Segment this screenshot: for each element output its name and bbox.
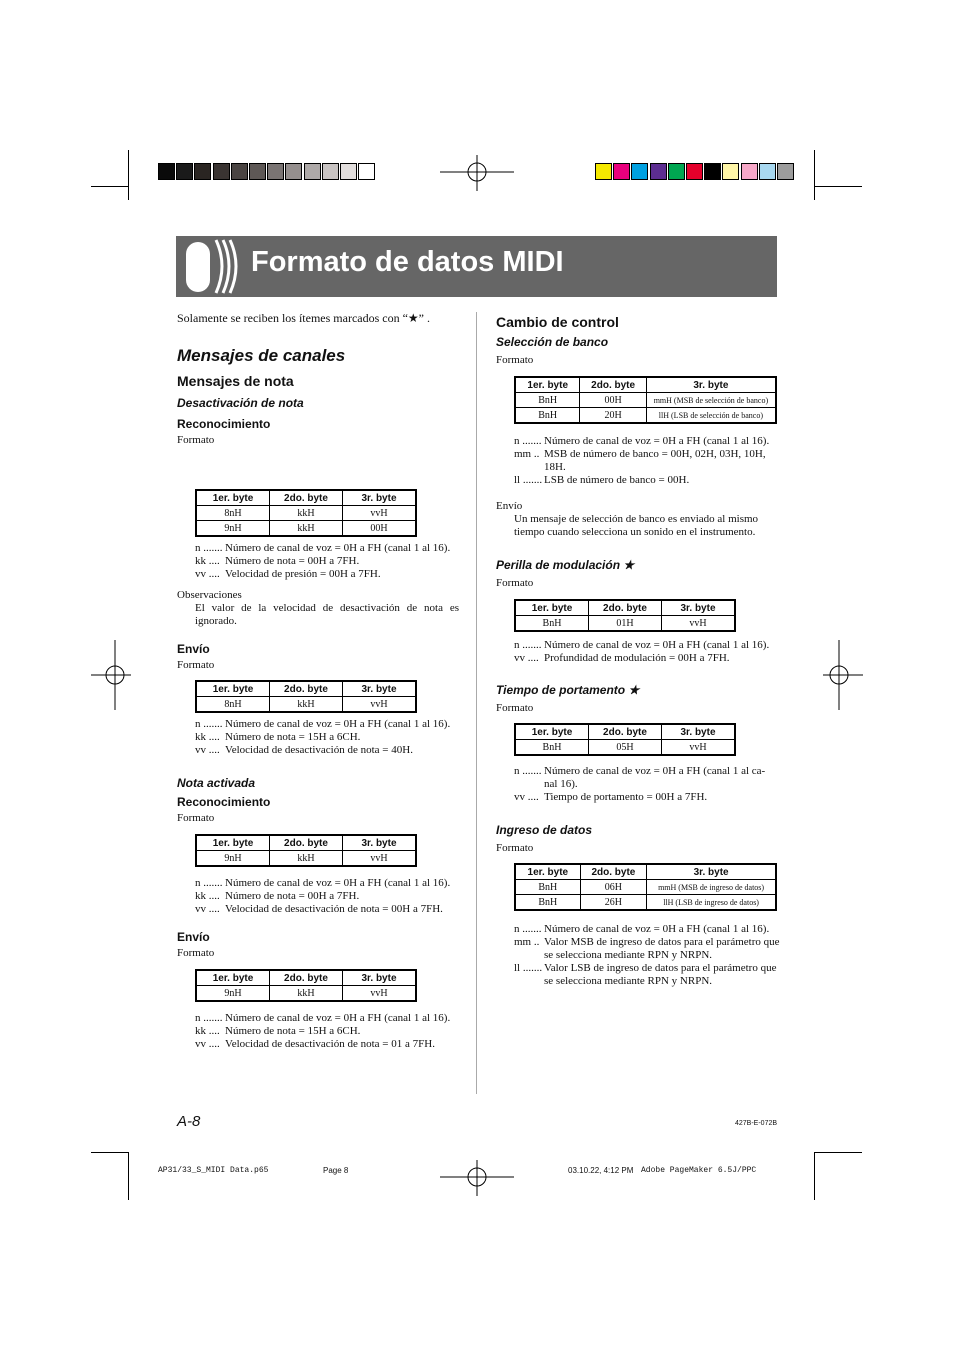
footer-app: Adobe PageMaker 6.5J/PPC [641,1166,757,1175]
color-swatch [340,163,357,180]
label-formato-3: Formato [177,812,215,824]
table-cell: vvH [343,697,417,713]
heading-nota-activada: Nota activada [177,776,256,790]
observaciones-text: El valor de la velocidad de desactivación de nota es ignorado. [195,602,459,627]
color-swatch [631,163,648,180]
definition-key: vv .... [195,568,220,580]
table-header-cell: 3r. byte [646,377,776,393]
table-cell: vvH [662,740,736,756]
label-reconocimiento-2: Reconocimiento [177,795,271,809]
table-nota-on-recon [195,834,417,867]
definition-value: Número de canal de voz = 0H a FH (canal 1 al 16). [544,923,770,935]
definition-key: mm .. [514,936,540,948]
color-swatch [194,163,211,180]
color-swatch [249,163,266,180]
table-cell: 9nH [196,521,270,537]
table-cell: BnH [515,740,589,756]
table-nota-off-recon [195,489,417,537]
table-cell: BnH [515,616,589,632]
table-header-cell: 1er. byte [196,835,270,851]
definition-item [195,890,465,903]
definition-key: vv .... [195,903,220,915]
table-header-cell: 1er. byte [515,377,580,393]
definition-item [514,791,780,804]
table-nota-off-envio [195,680,417,713]
table-cell: BnH [515,895,580,911]
color-swatch [595,163,612,180]
definition-value: Número de nota = 00H a 7FH. [225,890,360,902]
definition-key: ll ....... [514,962,543,974]
color-swatch [759,163,776,180]
definition-item [195,1025,465,1038]
registration-target-bottom [440,1160,514,1196]
document-code: 427B-E-072B [735,1120,778,1127]
table-header-cell: 3r. byte [662,724,736,740]
page-title: Formato de datos MIDI [251,246,564,278]
table-header-cell: 1er. byte [515,724,589,740]
definition-value: Valor LSB de ingreso de datos para el parámetro que se selecciona mediante RPN y NRPN. [544,962,777,987]
subsection-title-nota: Mensajes de nota [177,373,294,389]
definition-key: kk .... [195,890,220,902]
definition-item [514,448,780,474]
envio-banco-text: Un mensaje de selección de banco es enviado al mismo tiempo cuando selecciona un sonido en el instrumento. [514,513,759,538]
color-swatch [686,163,703,180]
definition-key: ll ....... [514,474,543,486]
table-header-cell: 2do. byte [580,864,647,880]
page-number: A-8 [177,1113,201,1130]
label-formato-8: Formato [496,842,534,854]
color-swatch [285,163,302,180]
definition-item [514,765,780,791]
table-row [515,880,776,895]
label-envio-3: Envío [496,500,523,512]
definition-value: Número de canal de voz = 0H a FH (canal 1 al 16). [544,435,770,447]
definition-item [514,923,780,936]
definition-item [195,555,465,568]
definition-key: n ....... [514,639,542,651]
defs-ingreso-datos [514,923,780,988]
table-header-cell: 3r. byte [343,970,417,986]
table-cell: vvH [662,616,736,632]
table-header-cell: 2do. byte [580,377,646,393]
label-envio-1: Envío [177,642,210,656]
color-swatch [176,163,193,180]
definition-value: Profundidad de modulación = 00H a 7FH. [544,652,730,664]
definition-key: mm .. [514,448,540,460]
heading-ingreso-datos: Ingreso de datos [496,823,593,837]
table-cell: 06H [580,880,647,895]
definition-value: Valor MSB de ingreso de datos para el parámetro que se selecciona mediante RPN y NRPN. [544,936,780,961]
intro-text: Solamente se reciben los ítemes marcados con “★” . [177,311,431,325]
label-formato-5: Formato [496,354,534,366]
table-row [196,986,416,1002]
table-row [196,521,416,537]
color-swatch [668,163,685,180]
table-cell: vvH [343,506,417,521]
table-header-cell: 2do. byte [270,835,343,851]
table-cell: BnH [515,393,580,408]
color-swatch [213,163,230,180]
label-formato-6: Formato [496,577,534,589]
table-header-cell: 1er. byte [196,681,270,697]
definition-item [195,1012,465,1025]
table-cell: 8nH [196,506,270,521]
table-cell: kkH [270,521,343,537]
defs-nota-on-recon [195,877,465,916]
color-swatch [777,163,794,180]
definition-value: Número de nota = 15H a 6CH. [225,1025,361,1037]
definition-key: vv .... [514,652,539,664]
definition-value: Velocidad de presión = 00H a 7FH. [225,568,381,580]
heading-seleccion-banco: Selección de banco [496,335,609,349]
heading-portamento [496,683,639,697]
definition-key: n ....... [195,1012,223,1024]
definition-value: Número de canal de voz = 0H a FH (canal 1 al 16). [225,718,451,730]
table-cell: kkH [270,851,343,867]
defs-modulacion [514,639,780,665]
color-swatch [704,163,721,180]
table-cell: BnH [515,408,580,424]
defs-portamento [514,765,780,804]
table-header-cell: 2do. byte [270,681,343,697]
table-cell: 00H [343,521,417,537]
definition-item [195,542,465,555]
definition-item [195,877,465,890]
definition-key: n ....... [195,718,223,730]
definition-item [514,435,780,448]
table-header-cell: 1er. byte [515,864,580,880]
definition-key: vv .... [514,791,539,803]
definition-value: MSB de número de banco = 00H, 02H, 03H, 10H, 18H. [544,448,766,473]
definition-value: Número de nota = 00H a 7FH. [225,555,360,567]
color-swatch [613,163,630,180]
defs-nota-on-envio [195,1012,465,1051]
table-row [515,895,776,911]
label-formato-7: Formato [496,702,534,714]
defs-nota-off-envio [195,718,465,757]
definition-value: Tiempo de portamento = 00H a 7FH. [544,791,708,803]
table-nota-on-envio [195,969,417,1002]
definition-key: kk .... [195,731,220,743]
color-swatch [231,163,248,180]
color-swatch [358,163,375,180]
table-header-cell: 3r. byte [343,835,417,851]
table-cell: 05H [589,740,662,756]
table-cell: 20H [580,408,646,424]
heading-desactivacion: Desactivación de nota [177,396,304,410]
definition-value: Número de canal de voz = 0H a FH (canal 1 al 16). [225,542,451,554]
table-row [196,506,416,521]
definition-item [195,731,465,744]
label-formato-1: Formato [177,434,215,446]
table-cell: kkH [270,986,343,1002]
definition-item [195,744,465,757]
table-header-cell: 2do. byte [270,970,343,986]
color-swatch [722,163,739,180]
definition-value: Número de canal de voz = 0H a FH (canal 1 al 16). [225,877,451,889]
table-row [515,393,776,408]
table-cell: 9nH [196,851,270,867]
table-cell: mmH (MSB de ingreso de datos) [647,880,776,895]
table-cell: mmH (MSB de selección de banco) [646,393,776,408]
label-envio-2: Envío [177,930,210,944]
definition-item [195,568,465,581]
table-ingreso-datos [514,863,777,911]
definition-value: Velocidad de desactivación de nota = 01 a 7FH. [225,1038,435,1050]
definition-key: vv .... [195,744,220,756]
color-swatch [741,163,758,180]
heading-modulacion [496,558,634,572]
table-cell: 26H [580,895,647,911]
definition-value: Número de canal de voz = 0H a FH (canal 1 al 16). [225,1012,451,1024]
definition-key: kk .... [195,555,220,567]
defs-seleccion-banco [514,435,780,487]
section-title-control: Cambio de control [496,314,619,330]
table-cell: kkH [270,697,343,713]
definition-item [514,936,780,962]
table-modulacion [514,599,736,632]
heading-portamento-label: Tiempo de portamento [496,683,626,697]
definition-item [195,718,465,731]
definition-key: n ....... [195,877,223,889]
footer-page: Page 8 [323,1166,349,1175]
color-swatch [304,163,321,180]
definition-item [514,639,780,652]
table-row [196,697,416,713]
registration-target-top [440,155,514,191]
table-header-cell: 3r. byte [647,864,776,880]
table-cell: llH (LSB de ingreso de datos) [647,895,776,911]
table-cell: 01H [589,616,662,632]
table-header-cell: 1er. byte [196,970,270,986]
table-cell: kkH [270,506,343,521]
table-header-cell: 2do. byte [589,600,662,616]
table-cell: 8nH [196,697,270,713]
definition-key: kk .... [195,1025,220,1037]
table-row [196,851,416,867]
definition-item [514,652,780,665]
definition-value: Velocidad de desactivación de nota = 40H. [225,744,413,756]
definition-value: Número de nota = 15H a 6CH. [225,731,361,743]
star-icon: ★ [628,683,640,697]
table-header-cell: 2do. byte [589,724,662,740]
registration-target-right [823,640,863,710]
label-formato-2: Formato [177,659,215,671]
definition-value: Velocidad de desactivación de nota = 00H a 7FH. [225,903,443,915]
table-row [515,740,735,756]
label-reconocimiento-1: Reconocimiento [177,417,271,431]
table-cell: llH (LSB de selección de banco) [646,408,776,424]
label-formato-4: Formato [177,947,215,959]
heading-modulacion-label: Perilla de modulación [496,558,621,572]
defs-nota-off-recon [195,542,465,581]
label-observaciones: Observaciones [177,589,242,601]
definition-key: n ....... [514,923,542,935]
table-row [515,408,776,424]
definition-item [195,1038,465,1051]
registration-target-left [91,640,131,710]
title-ornament-icon [182,236,244,297]
column-divider [476,312,477,1094]
table-header-cell: 3r. byte [343,490,417,506]
table-header-cell: 1er. byte [196,490,270,506]
definition-item [514,962,780,988]
definition-value: Número de canal de voz = 0H a FH (canal 1 al 16). [544,639,770,651]
color-swatch [158,163,175,180]
footer-date: 03.10.22, 4:12 PM [568,1166,634,1175]
table-header-cell: 3r. byte [662,600,736,616]
table-header-cell: 3r. byte [343,681,417,697]
table-cell: 00H [580,393,646,408]
color-swatch [322,163,339,180]
table-cell: BnH [515,880,580,895]
definition-key: n ....... [514,765,542,777]
color-swatch [267,163,284,180]
table-header-cell: 1er. byte [515,600,589,616]
table-cell: vvH [343,851,417,867]
definition-item [195,903,465,916]
table-portamento [514,723,736,756]
definition-key: n ....... [514,435,542,447]
definition-key: vv .... [195,1038,220,1050]
table-seleccion-banco [514,376,777,424]
table-row [515,616,735,632]
definition-key: n ....... [195,542,223,554]
table-cell: vvH [343,986,417,1002]
table-cell: 9nH [196,986,270,1002]
table-header-cell: 2do. byte [270,490,343,506]
color-swatch [650,163,667,180]
section-title-canales: Mensajes de canales [177,346,346,365]
footer-filename: AP31/33_S_MIDI Data.p65 [158,1166,269,1175]
definition-item [514,474,780,487]
star-icon: ★ [623,558,635,572]
definition-value: Número de canal de voz = 0H a FH (canal 1 al ca- nal 16). [544,765,766,790]
definition-value: LSB de número de banco = 00H. [544,474,690,486]
